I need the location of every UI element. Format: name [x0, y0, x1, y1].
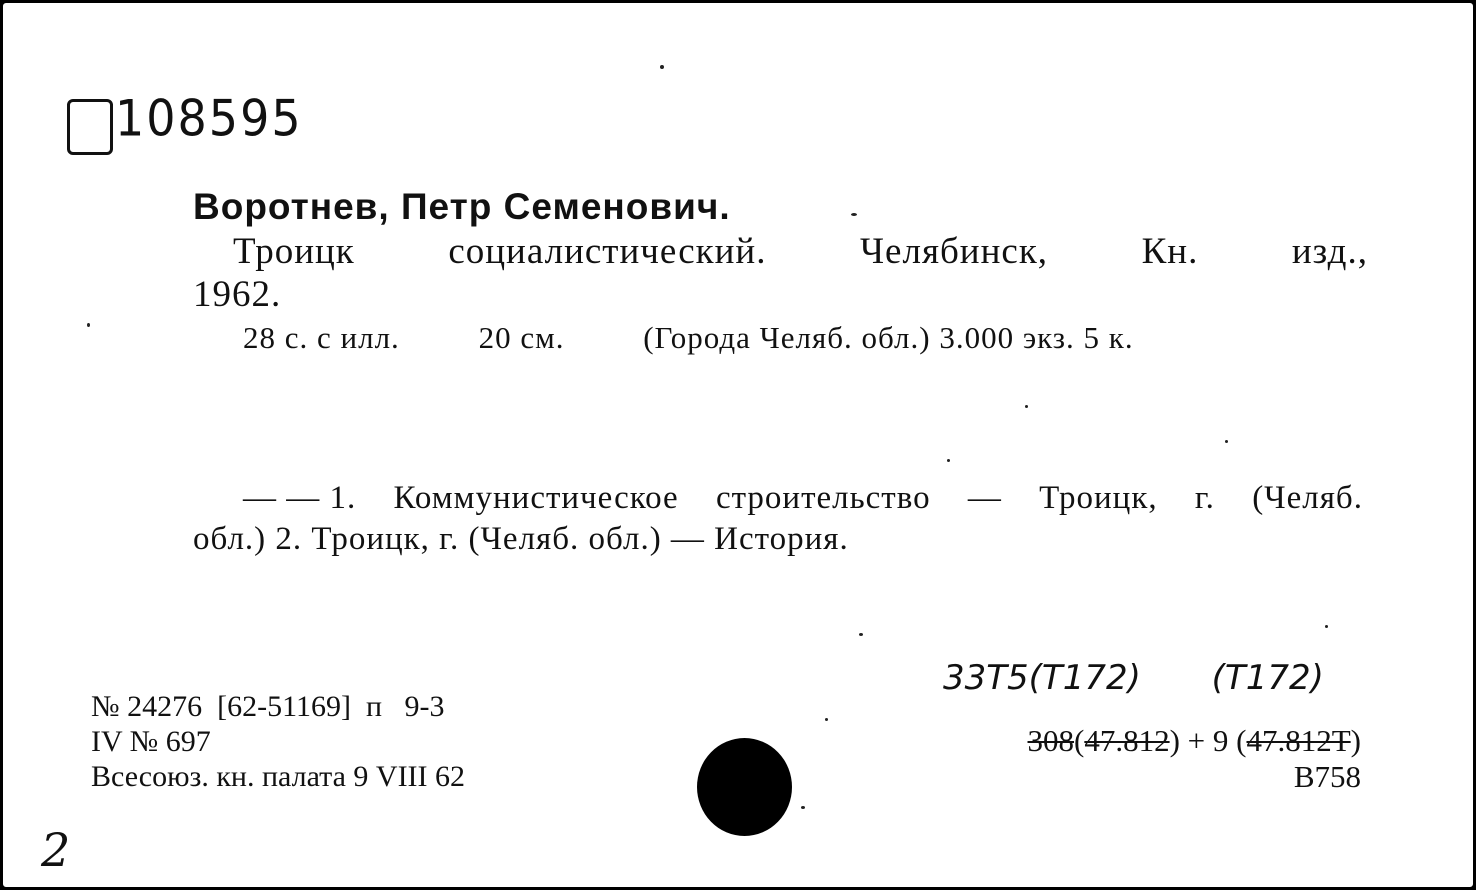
- subject-word: (Челяб.: [1252, 480, 1363, 516]
- registration-block: [91, 689, 465, 794]
- subject-word: г.: [1194, 480, 1215, 516]
- scan-speck: [801, 806, 805, 809]
- scan-speck: [660, 65, 664, 69]
- subject-word: — — 1.: [243, 480, 357, 516]
- publisher-city: Челябинск,: [860, 231, 1049, 272]
- page-count: 28 с. с илл.: [243, 320, 400, 355]
- classification-middle: ) + 9 (: [1169, 723, 1247, 758]
- subject-word: —: [967, 480, 1002, 516]
- registration-line: № 24276 [62-51169] п 9-3: [91, 690, 445, 723]
- registration-line: IV № 697: [91, 725, 211, 758]
- author-name: Воротнев, Петр Семенович.: [193, 186, 731, 227]
- inventory-number: [69, 89, 303, 147]
- punch-hole: [697, 738, 792, 836]
- handwritten-classification: [943, 658, 1324, 698]
- inventory-digits: 108595: [115, 88, 303, 148]
- scan-speck: [1025, 405, 1028, 408]
- scan-speck: [1325, 625, 1328, 628]
- scan-speck: [87, 323, 90, 327]
- subject-headings-line1: [243, 480, 1363, 517]
- handwritten-class-code: 33Т5(Т172): [943, 658, 1141, 698]
- title-line: [233, 230, 1368, 273]
- handwritten-mark: 2: [41, 823, 71, 877]
- handwritten-class-alt: (Т172): [1211, 658, 1324, 698]
- subject-word: строительство: [715, 480, 931, 516]
- scan-speck: [947, 459, 950, 462]
- classification-index: 308(47.812) + 9 (47.812Т): [1027, 723, 1361, 758]
- scan-speck: [851, 213, 857, 216]
- struck-code: 47.812Т: [1246, 723, 1351, 758]
- subject-headings-line2: обл.) 2. Троицк, г. (Челяб. обл.) — История.: [193, 521, 849, 557]
- series-note: (Города Челяб. обл.) 3.000 экз. 5 к.: [643, 320, 1134, 355]
- scan-speck: [1225, 440, 1228, 443]
- publication-year: 1962.: [193, 274, 282, 315]
- publisher-word: изд.,: [1291, 231, 1368, 272]
- physical-description: [243, 320, 1134, 356]
- subject-word: Коммунистическое: [393, 480, 679, 516]
- struck-code: 47.812: [1084, 723, 1170, 758]
- title-word: Троицк: [233, 231, 355, 272]
- title-word: социалистический.: [448, 231, 767, 272]
- scan-speck: [859, 633, 863, 636]
- price-code: В758: [1293, 759, 1361, 794]
- scan-speck: [825, 718, 828, 721]
- publisher-word: Кн.: [1141, 231, 1199, 272]
- book-size: 20 см.: [478, 320, 565, 355]
- subject-word: Троицк,: [1039, 480, 1158, 516]
- struck-code: 308: [1027, 723, 1075, 758]
- registration-line: Всесоюз. кн. палата 9 VIII 62: [91, 760, 466, 793]
